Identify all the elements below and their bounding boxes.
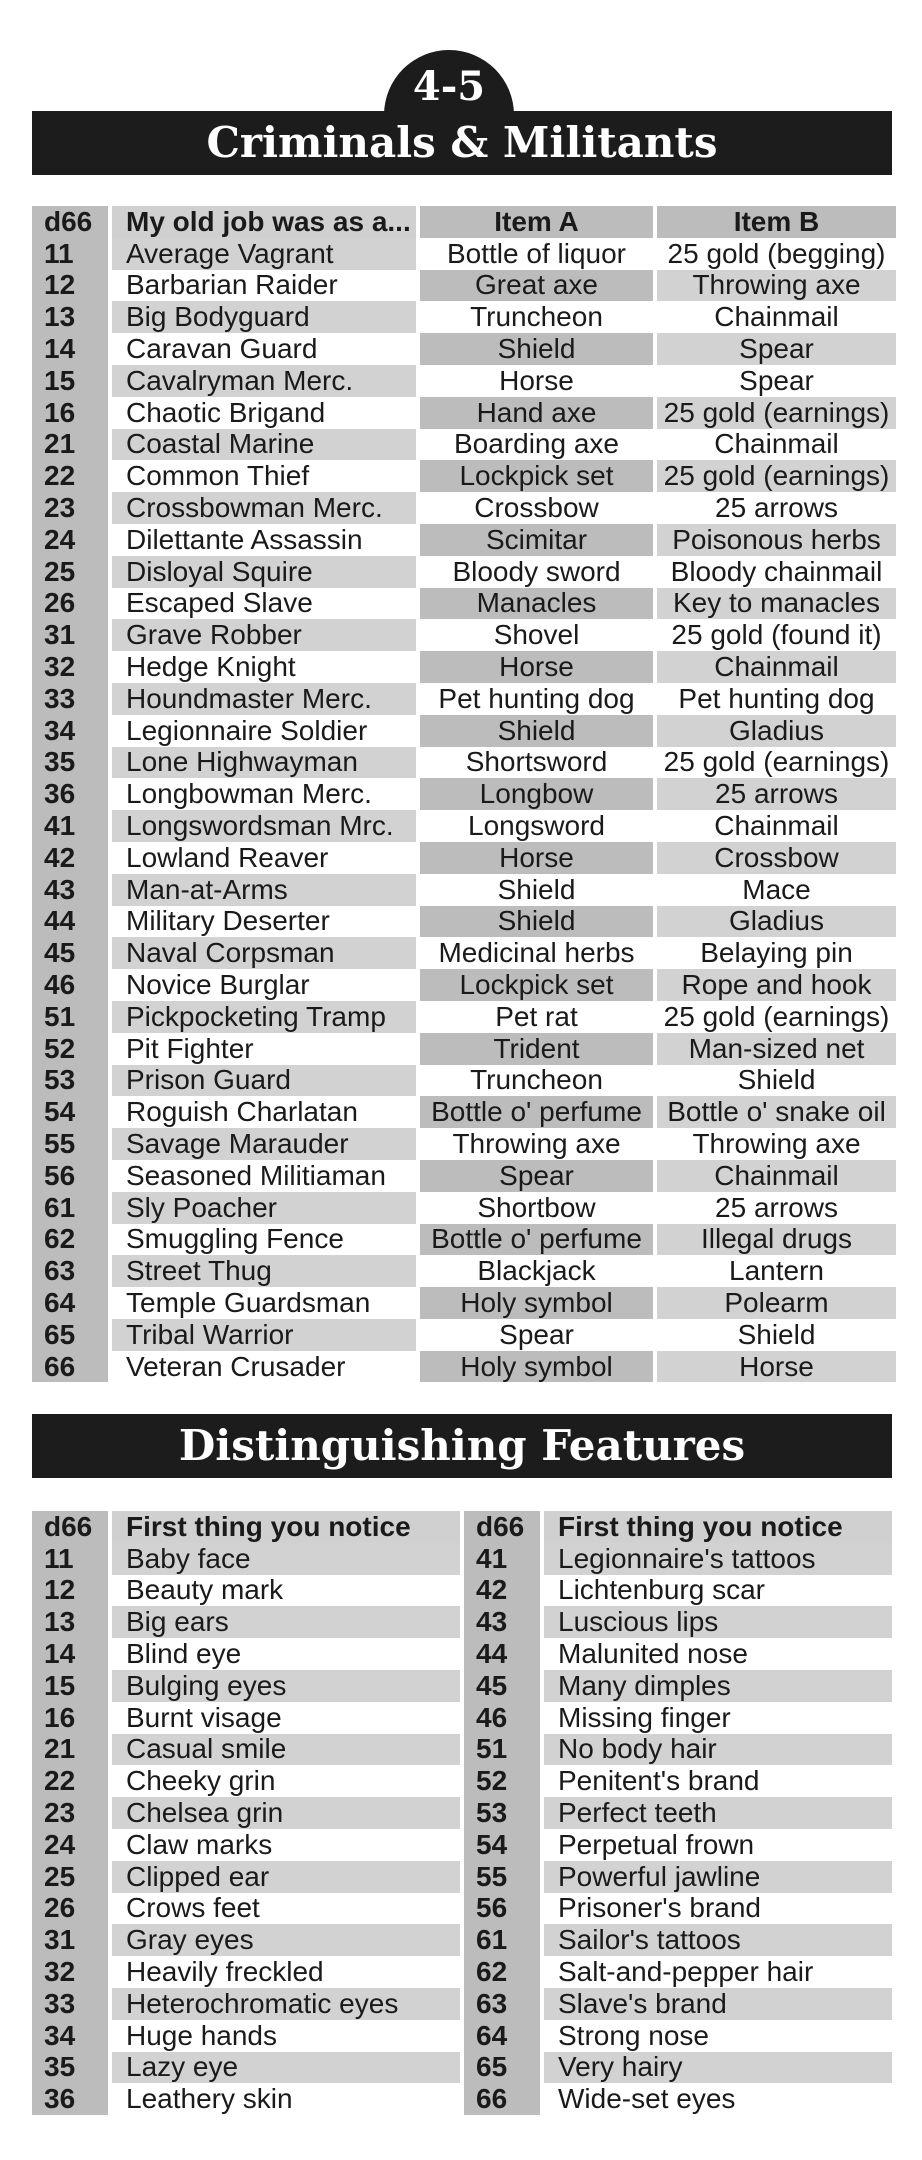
row-d66-right: 55 [464,1861,540,1893]
table-row [32,1160,892,1192]
row-d66-right: 66 [464,2083,540,2115]
row-d66-right: 64 [464,2020,540,2052]
table-row [32,1351,892,1383]
row-feature-left: Bulging eyes [112,1670,460,1702]
row-job: Roguish Charlatan [112,1096,416,1128]
row-d66: 61 [32,1192,108,1224]
row-job: Houndmaster Merc. [112,683,416,715]
row-job: Dilettante Assassin [112,524,416,556]
row-item-a: Truncheon [420,1065,653,1097]
table-row [32,1224,892,1256]
row-d66-right: 53 [464,1797,540,1829]
table-row [32,301,892,333]
row-item-b: Illegal drugs [657,1224,896,1256]
row-d66: 13 [32,301,108,333]
row-item-a: Truncheon [420,301,653,333]
table-row [32,1988,892,2020]
table-row [32,937,892,969]
row-d66: 46 [32,969,108,1001]
row-feature-left: Clipped ear [112,1861,460,1893]
row-d66-left: 32 [32,1956,108,1988]
row-item-a: Boarding axe [420,429,653,461]
row-feature-right: Malunited nose [544,1638,892,1670]
row-item-b: Bottle o' snake oil [657,1096,896,1128]
row-item-a: Blackjack [420,1255,653,1287]
distinguishing-features-table [32,1511,892,2115]
table-row [32,874,892,906]
row-item-a: Shovel [420,619,653,651]
row-d66-left: 34 [32,2020,108,2052]
row-feature-left: Baby face [112,1543,460,1575]
table-row [32,1956,892,1988]
row-item-a: Bottle o' perfume [420,1096,653,1128]
table-row [32,683,892,715]
row-job: Legionnaire Soldier [112,715,416,747]
row-job: Barbarian Raider [112,270,416,302]
row-item-a: Longbow [420,778,653,810]
row-item-b: 25 gold (earnings) [657,747,896,779]
row-d66-left: 23 [32,1797,108,1829]
row-feature-right: Salt-and-pepper hair [544,1956,892,1988]
row-item-a: Longsword [420,810,653,842]
row-item-b: Man-sized net [657,1033,896,1065]
row-feature-left: Chelsea grin [112,1797,460,1829]
row-d66: 12 [32,270,108,302]
row-d66-right: 44 [464,1638,540,1670]
row-d66: 41 [32,810,108,842]
row-item-a: Shield [420,715,653,747]
row-d66: 44 [32,906,108,938]
row-item-a: Manacles [420,588,653,620]
table-header-row [32,1511,892,1543]
row-d66: 26 [32,588,108,620]
row-job: Pit Fighter [112,1033,416,1065]
row-d66: 32 [32,651,108,683]
row-item-b: 25 gold (earnings) [657,460,896,492]
row-item-b: Chainmail [657,429,896,461]
row-job: Man-at-Arms [112,874,416,906]
column-header-job: My old job was as a... [112,206,416,238]
row-job: Veteran Crusader [112,1351,416,1383]
column-header-d66: d66 [32,206,108,238]
row-d66: 31 [32,619,108,651]
row-job: Novice Burglar [112,969,416,1001]
row-item-b: Spear [657,333,896,365]
column-header-item-b: Item B [657,206,896,238]
row-d66-left: 26 [32,1893,108,1925]
row-item-b: 25 arrows [657,778,896,810]
row-feature-right: Luscious lips [544,1606,892,1638]
row-feature-right: Penitent's brand [544,1765,892,1797]
criminals-militants-title: Criminals & Militants [32,111,892,175]
row-d66-right: 42 [464,1575,540,1607]
table-row [32,619,892,651]
row-item-b: 25 gold (earnings) [657,397,896,429]
table-row [32,1319,892,1351]
row-item-b: Chainmail [657,301,896,333]
row-job: Sly Poacher [112,1192,416,1224]
row-job: Smuggling Fence [112,1224,416,1256]
table-row [32,2052,892,2084]
row-job: Street Thug [112,1255,416,1287]
row-feature-left: Claw marks [112,1829,460,1861]
row-item-a: Pet hunting dog [420,683,653,715]
row-d66: 35 [32,747,108,779]
row-feature-left: Gray eyes [112,1924,460,1956]
table-row [32,969,892,1001]
row-d66-right: 65 [464,2052,540,2084]
row-d66-left: 14 [32,1638,108,1670]
row-d66: 33 [32,683,108,715]
row-feature-left: Heavily freckled [112,1956,460,1988]
row-job: Chaotic Brigand [112,397,416,429]
row-feature-right: Wide-set eyes [544,2083,892,2115]
distinguishing-features-title: Distinguishing Features [32,1414,892,1478]
row-feature-right: Powerful jawline [544,1861,892,1893]
row-d66-left: 36 [32,2083,108,2115]
row-job: Lowland Reaver [112,842,416,874]
row-d66-left: 22 [32,1765,108,1797]
row-item-b: Poisonous herbs [657,524,896,556]
row-item-b: Polearm [657,1287,896,1319]
row-d66: 66 [32,1351,108,1383]
table-header-row [32,206,892,238]
table-row [32,492,892,524]
table-row [32,1702,892,1734]
table-row [32,588,892,620]
row-d66: 24 [32,524,108,556]
row-item-b: Rope and hook [657,969,896,1001]
row-item-a: Hand axe [420,397,653,429]
row-job: Escaped Slave [112,588,416,620]
table-row [32,1096,892,1128]
row-item-a: Lockpick set [420,460,653,492]
row-item-b: Shield [657,1319,896,1351]
row-d66: 21 [32,429,108,461]
table-row [32,270,892,302]
table-row [32,1670,892,1702]
row-item-b: 25 gold (found it) [657,619,896,651]
row-d66: 53 [32,1065,108,1097]
row-job: Grave Robber [112,619,416,651]
row-item-b: 25 arrows [657,1192,896,1224]
row-item-a: Horse [420,651,653,683]
row-job: Prison Guard [112,1065,416,1097]
table-row [32,1128,892,1160]
row-feature-left: Huge hands [112,2020,460,2052]
row-item-b: Belaying pin [657,937,896,969]
row-job: Savage Marauder [112,1128,416,1160]
table-row [32,1543,892,1575]
row-d66-left: 16 [32,1702,108,1734]
row-d66-left: 11 [32,1543,108,1575]
row-d66: 63 [32,1255,108,1287]
row-feature-right: Lichtenburg scar [544,1575,892,1607]
row-item-b: Chainmail [657,810,896,842]
table-row [32,1924,892,1956]
row-d66-left: 13 [32,1606,108,1638]
row-d66: 42 [32,842,108,874]
row-d66-right: 41 [464,1543,540,1575]
row-item-a: Spear [420,1319,653,1351]
row-d66: 45 [32,937,108,969]
row-item-a: Shield [420,906,653,938]
row-d66-right: 51 [464,1734,540,1766]
row-feature-right: Many dimples [544,1670,892,1702]
row-item-a: Bottle of liquor [420,238,653,270]
row-job: Temple Guardsman [112,1287,416,1319]
row-job: Longswordsman Mrc. [112,810,416,842]
row-d66-right: 62 [464,1956,540,1988]
row-item-b: 25 gold (begging) [657,238,896,270]
row-feature-left: Leathery skin [112,2083,460,2115]
row-item-b: Throwing axe [657,270,896,302]
row-job: Coastal Marine [112,429,416,461]
table-row [32,2020,892,2052]
row-job: Longbowman Merc. [112,778,416,810]
row-item-a: Shield [420,874,653,906]
row-feature-right: Legionnaire's tattoos [544,1543,892,1575]
table-row [32,1765,892,1797]
table-row [32,810,892,842]
row-job: Military Deserter [112,906,416,938]
table-row [32,778,892,810]
row-d66-right: 43 [464,1606,540,1638]
row-item-b: Throwing axe [657,1128,896,1160]
row-d66: 34 [32,715,108,747]
row-d66: 22 [32,460,108,492]
row-item-b: Spear [657,365,896,397]
row-job: Pickpocketing Tramp [112,1001,416,1033]
row-d66: 11 [32,238,108,270]
row-feature-right: Slave's brand [544,1988,892,2020]
table-row [32,1065,892,1097]
row-item-b: Pet hunting dog [657,683,896,715]
table-row [32,1606,892,1638]
row-d66-left: 25 [32,1861,108,1893]
row-feature-left: Cheeky grin [112,1765,460,1797]
row-item-a: Shortsword [420,747,653,779]
column-header-feature: First thing you notice [544,1511,892,1543]
row-item-b: 25 gold (earnings) [657,1001,896,1033]
criminals-militants-table [32,206,892,1382]
row-d66: 25 [32,556,108,588]
row-feature-right: Prisoner's brand [544,1893,892,1925]
row-d66: 14 [32,333,108,365]
column-header-item-a: Item A [420,206,653,238]
row-item-a: Holy symbol [420,1351,653,1383]
row-item-a: Pet rat [420,1001,653,1033]
row-item-a: Great axe [420,270,653,302]
row-d66-left: 33 [32,1988,108,2020]
row-job: Cavalryman Merc. [112,365,416,397]
row-job: Lone Highwayman [112,747,416,779]
row-item-b: Chainmail [657,651,896,683]
row-item-a: Trident [420,1033,653,1065]
row-item-a: Medicinal herbs [420,937,653,969]
row-d66-left: 24 [32,1829,108,1861]
table-row [32,1287,892,1319]
row-item-a: Scimitar [420,524,653,556]
row-item-a: Horse [420,842,653,874]
row-job: Tribal Warrior [112,1319,416,1351]
row-feature-left: Blind eye [112,1638,460,1670]
row-d66-right: 61 [464,1924,540,1956]
row-item-a: Horse [420,365,653,397]
row-item-b: Mace [657,874,896,906]
row-item-b: Chainmail [657,1160,896,1192]
row-item-a: Shortbow [420,1192,653,1224]
row-job: Caravan Guard [112,333,416,365]
row-d66: 62 [32,1224,108,1256]
row-job: Disloyal Squire [112,556,416,588]
column-header-d66: d66 [464,1511,540,1543]
row-feature-left: Heterochromatic eyes [112,1988,460,2020]
table-row [32,460,892,492]
row-d66-left: 12 [32,1575,108,1607]
row-feature-right: Sailor's tattoos [544,1924,892,1956]
row-feature-right: Very hairy [544,2052,892,2084]
table-row [32,365,892,397]
row-d66-left: 35 [32,2052,108,2084]
table-row [32,397,892,429]
row-d66-right: 56 [464,1893,540,1925]
row-feature-right: No body hair [544,1734,892,1766]
table-row [32,238,892,270]
table-row [32,842,892,874]
row-d66-right: 45 [464,1670,540,1702]
row-item-a: Bottle o' perfume [420,1224,653,1256]
row-d66: 65 [32,1319,108,1351]
row-item-a: Bloody sword [420,556,653,588]
row-feature-right: Perfect teeth [544,1797,892,1829]
table-row [32,1861,892,1893]
row-d66: 64 [32,1287,108,1319]
table-row [32,651,892,683]
table-row [32,906,892,938]
row-feature-right: Strong nose [544,2020,892,2052]
row-feature-left: Big ears [112,1606,460,1638]
column-header-d66: d66 [32,1511,108,1543]
row-d66: 16 [32,397,108,429]
table-row [32,556,892,588]
row-d66-left: 31 [32,1924,108,1956]
row-item-b: Shield [657,1065,896,1097]
row-d66: 56 [32,1160,108,1192]
row-feature-left: Burnt visage [112,1702,460,1734]
row-job: Common Thief [112,460,416,492]
table-row [32,1797,892,1829]
table-row [32,1192,892,1224]
table-row [32,1575,892,1607]
row-d66-left: 21 [32,1734,108,1766]
row-d66: 43 [32,874,108,906]
row-job: Average Vagrant [112,238,416,270]
row-item-b: Key to manacles [657,588,896,620]
row-feature-left: Lazy eye [112,2052,460,2084]
row-d66: 54 [32,1096,108,1128]
row-item-a: Shield [420,333,653,365]
row-item-b: 25 arrows [657,492,896,524]
table-row [32,1255,892,1287]
row-feature-left: Crows feet [112,1893,460,1925]
table-row [32,333,892,365]
table-row [32,1893,892,1925]
row-d66-right: 46 [464,1702,540,1734]
row-item-a: Spear [420,1160,653,1192]
row-d66: 55 [32,1128,108,1160]
table-row [32,2083,892,2115]
row-d66: 51 [32,1001,108,1033]
row-job: Hedge Knight [112,651,416,683]
table-row [32,747,892,779]
row-d66-right: 52 [464,1765,540,1797]
row-item-b: Gladius [657,715,896,747]
row-d66: 52 [32,1033,108,1065]
row-item-a: Crossbow [420,492,653,524]
row-feature-left: Casual smile [112,1734,460,1766]
table-row [32,1001,892,1033]
row-job: Naval Corpsman [112,937,416,969]
row-d66-right: 63 [464,1988,540,2020]
row-item-b: Horse [657,1351,896,1383]
page-number-badge: 4-5 [384,50,514,154]
row-item-a: Throwing axe [420,1128,653,1160]
row-feature-left: Beauty mark [112,1575,460,1607]
row-d66-left: 15 [32,1670,108,1702]
table-row [32,524,892,556]
table-row [32,429,892,461]
row-item-b: Lantern [657,1255,896,1287]
row-item-a: Lockpick set [420,969,653,1001]
table-row [32,1734,892,1766]
row-item-b: Gladius [657,906,896,938]
row-d66-right: 54 [464,1829,540,1861]
row-item-b: Crossbow [657,842,896,874]
table-row [32,1829,892,1861]
row-d66: 36 [32,778,108,810]
row-job: Seasoned Militiaman [112,1160,416,1192]
row-feature-right: Perpetual frown [544,1829,892,1861]
table-row [32,1638,892,1670]
row-item-b: Bloody chainmail [657,556,896,588]
table-row [32,715,892,747]
column-header-feature: First thing you notice [112,1511,460,1543]
table-row [32,1033,892,1065]
row-feature-right: Missing finger [544,1702,892,1734]
row-job: Big Bodyguard [112,301,416,333]
row-d66: 15 [32,365,108,397]
row-d66: 23 [32,492,108,524]
row-job: Crossbowman Merc. [112,492,416,524]
row-item-a: Holy symbol [420,1287,653,1319]
